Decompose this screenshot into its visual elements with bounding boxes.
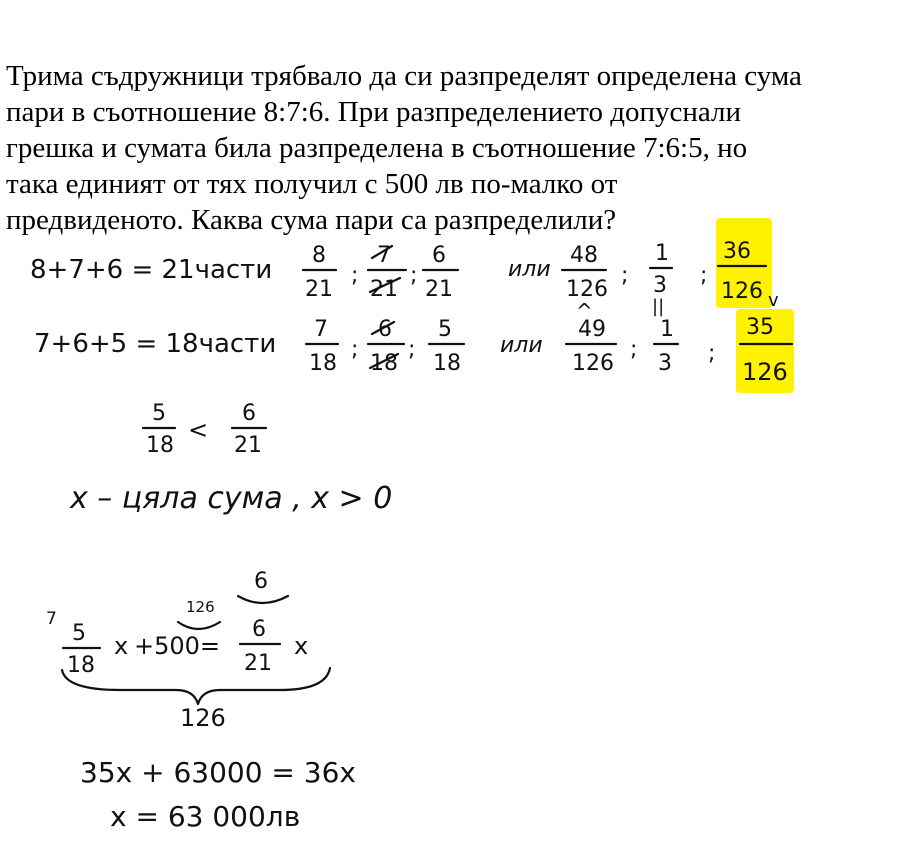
up-mark: ^	[576, 299, 593, 323]
row1-sep1: ;	[351, 263, 359, 288]
row2-f2-den: 18	[370, 351, 398, 376]
row1-g2-num: 1	[655, 241, 669, 266]
row2-g2-num: 1	[660, 317, 674, 342]
eq-x1: x	[114, 632, 129, 660]
row2-f1-den: 18	[309, 351, 337, 376]
eq-plus500: +500=	[134, 632, 221, 660]
problem-line-3: грешка и сумата била разпределена в съотношение 7:6:5, но	[6, 132, 748, 164]
row2-g3-num: 35	[746, 315, 774, 340]
eq-right-num: 6	[252, 617, 266, 642]
row1-sep3: ;	[621, 263, 629, 288]
row1-g1-num: 48	[570, 243, 598, 268]
row2-g1-den: 126	[572, 351, 614, 376]
eq-6-small: 6	[254, 569, 268, 594]
row1-or: или	[508, 257, 551, 282]
eq-126-small: 126	[186, 598, 215, 616]
row1-sum: 8+7+6 = 21части	[30, 255, 273, 285]
row1-g1-den: 126	[566, 277, 608, 302]
row2-f2-num: 6	[378, 317, 392, 342]
row1-sep4: ;	[700, 263, 708, 288]
variable-definition: x – цяла сума , x > 0	[70, 481, 393, 516]
eq-left-num: 5	[72, 621, 86, 646]
row2-or: или	[500, 333, 543, 358]
row1-g3-num: 36	[723, 239, 751, 264]
problem-line-1: Трима съдружници трябвало да си разпределят определена сума	[6, 60, 802, 92]
eq-x2: x	[294, 632, 309, 660]
cmp-left-den: 18	[146, 433, 174, 458]
row1-sep2: ;	[410, 263, 418, 288]
problem-line-4: така единият от тях получил с 500 лв по-малко от	[6, 168, 618, 200]
equal-mark: ||	[652, 296, 665, 317]
row2-sep2: ;	[408, 337, 416, 362]
row2-sep4: ;	[708, 341, 716, 366]
cmp-right-den: 21	[234, 433, 262, 458]
brace-label: 126	[180, 704, 226, 732]
row1-f3-num: 6	[432, 243, 446, 268]
equation-line-2: 35x + 63000 = 36x	[80, 756, 356, 789]
underbrace	[62, 668, 330, 704]
row1-g2-den: 3	[653, 273, 667, 298]
row2-f3-den: 18	[433, 351, 461, 376]
row1-f1-num: 8	[312, 243, 326, 268]
cmp-right-num: 6	[242, 401, 256, 426]
row1-g3-den: 126	[721, 279, 763, 304]
row1-f1-den: 21	[305, 277, 333, 302]
row2-sum: 7+6+5 = 18части	[34, 329, 277, 359]
problem-line-2: пари в съотношение 8:7:6. При разпределението допуснали	[6, 96, 742, 128]
eq-right-den: 21	[244, 651, 272, 676]
eq-left-den: 18	[67, 653, 95, 678]
row2-sep1: ;	[351, 337, 359, 362]
eq-126-arc	[178, 622, 220, 629]
row1-f3-den: 21	[425, 277, 453, 302]
row2-g1-num: 49	[578, 317, 606, 342]
cmp-sign: <	[188, 416, 209, 444]
check-mark: v	[768, 290, 779, 311]
row1-f2-num: 7	[377, 243, 391, 268]
row2-sep3: ;	[630, 337, 638, 362]
row2-f3-num: 5	[438, 317, 452, 342]
answer: x = 63 000лв	[110, 800, 301, 833]
row2-f1-num: 7	[314, 317, 328, 342]
cmp-left-num: 5	[152, 401, 166, 426]
eq-6-arc	[238, 596, 288, 603]
row1-f2-den: 21	[370, 277, 398, 302]
row2-g2-den: 3	[658, 351, 672, 376]
eq-7-small: 7	[46, 609, 57, 629]
problem-line-5: предвиденото. Каква сума пари са разпределили?	[6, 204, 617, 236]
row2-g3-den: 126	[742, 358, 788, 386]
